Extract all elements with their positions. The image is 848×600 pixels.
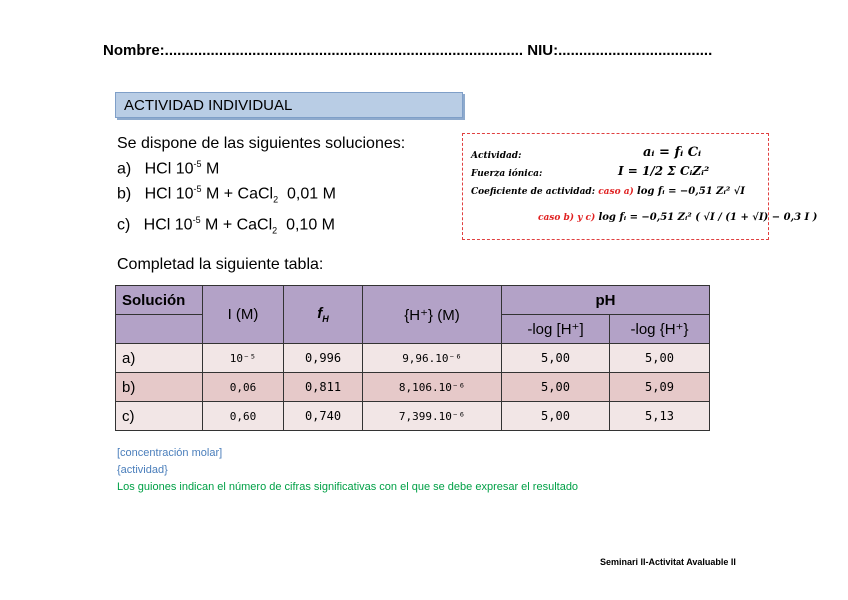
header-solucion: Solución: [116, 286, 203, 315]
note-molar: [concentración molar]: [117, 447, 223, 459]
footer: Seminari II-Activitat Avaluable II: [600, 557, 736, 567]
solutions-heading: Se dispone de las siguientes soluciones:: [117, 135, 406, 152]
formula-box: [462, 133, 818, 240]
cell-h-activity: 7,399.10⁻⁶: [363, 402, 502, 431]
coef-row: [471, 186, 745, 197]
notes: [117, 445, 578, 496]
caso-bc-equation: log fᵢ = −0,51 Zᵢ² ( √I / (1 + √I) − 0,3 I ): [598, 212, 818, 223]
cell-h-activity: 9,96.10⁻⁶: [363, 344, 502, 373]
table-row: [116, 373, 710, 402]
fuerza-equation: I = 1/2 Σ CᵢZᵢ²: [618, 164, 710, 178]
header-solucion-blank: [116, 315, 203, 344]
row-label: b): [116, 373, 203, 402]
actividad-label: Actividad:: [471, 151, 522, 161]
header-ionic-strength: I (M): [203, 286, 284, 344]
header-log-conc: -log [H⁺]: [502, 315, 610, 344]
cell-log-conc: 5,00: [502, 402, 610, 431]
table-intro: Completad la siguiente tabla:: [117, 256, 324, 273]
row-label: c): [116, 402, 203, 431]
row-label: a): [116, 344, 203, 373]
header-h-activity: {H⁺} (M): [363, 286, 502, 344]
caso-bc-row: [538, 212, 817, 223]
coef-label: Coeficiente de actividad:: [471, 187, 596, 197]
cell-ionic-strength: 0,06: [203, 373, 284, 402]
cell-fh: 0,996: [284, 344, 363, 373]
activity-title: ACTIVIDAD INDIVIDUAL: [124, 97, 293, 114]
caso-bc-label: caso b) y c): [538, 213, 596, 223]
header-fh: $f_H$: [284, 286, 363, 344]
header-ph: pH: [502, 286, 710, 315]
cell-fh: 0,811: [284, 373, 363, 402]
cell-ionic-strength: 10⁻⁵: [203, 344, 284, 373]
header-log-act: -log {H⁺}: [610, 315, 710, 344]
table-row: [116, 344, 710, 373]
cell-h-activity: 8,106.10⁻⁶: [363, 373, 502, 402]
actividad-equation: aᵢ = fᵢ Cᵢ: [643, 145, 702, 160]
table-row: [116, 402, 710, 431]
cell-log-act: 5,13: [610, 402, 710, 431]
cell-ionic-strength: 0,60: [203, 402, 284, 431]
student-name-line: Nombre:...................................................................................... NIU:.....................................: [103, 42, 713, 59]
caso-a-label: caso a): [598, 187, 634, 197]
cell-log-act: 5,09: [610, 373, 710, 402]
cell-fh: 0,740: [284, 402, 363, 431]
cell-log-conc: 5,00: [502, 344, 610, 373]
solution-item-b: b) HCl $10^{-5}$ M + CaCl$_2$ 0,01 M: [117, 184, 336, 205]
note-significant-figures: Los guiones indican el número de cifras significativas con el que se debe expresar el resultado: [117, 481, 579, 493]
cell-log-act: 5,00: [610, 344, 710, 373]
solution-item-a: a) HCl $10^{-5}$ M: [117, 159, 220, 178]
solutions-intro: [117, 134, 405, 240]
activity-title-box: [115, 92, 463, 118]
note-activity: {actividad}: [117, 464, 168, 476]
fuerza-label: Fuerza iónica:: [471, 169, 543, 179]
solution-item-c: c) HCl $10^{-5}$ M + CaCl$_2$ 0,10 M: [117, 214, 335, 236]
results-table: [115, 285, 710, 431]
cell-log-conc: 5,00: [502, 373, 610, 402]
caso-a-equation: log fᵢ = −0,51 Zᵢ² √I: [636, 186, 745, 197]
